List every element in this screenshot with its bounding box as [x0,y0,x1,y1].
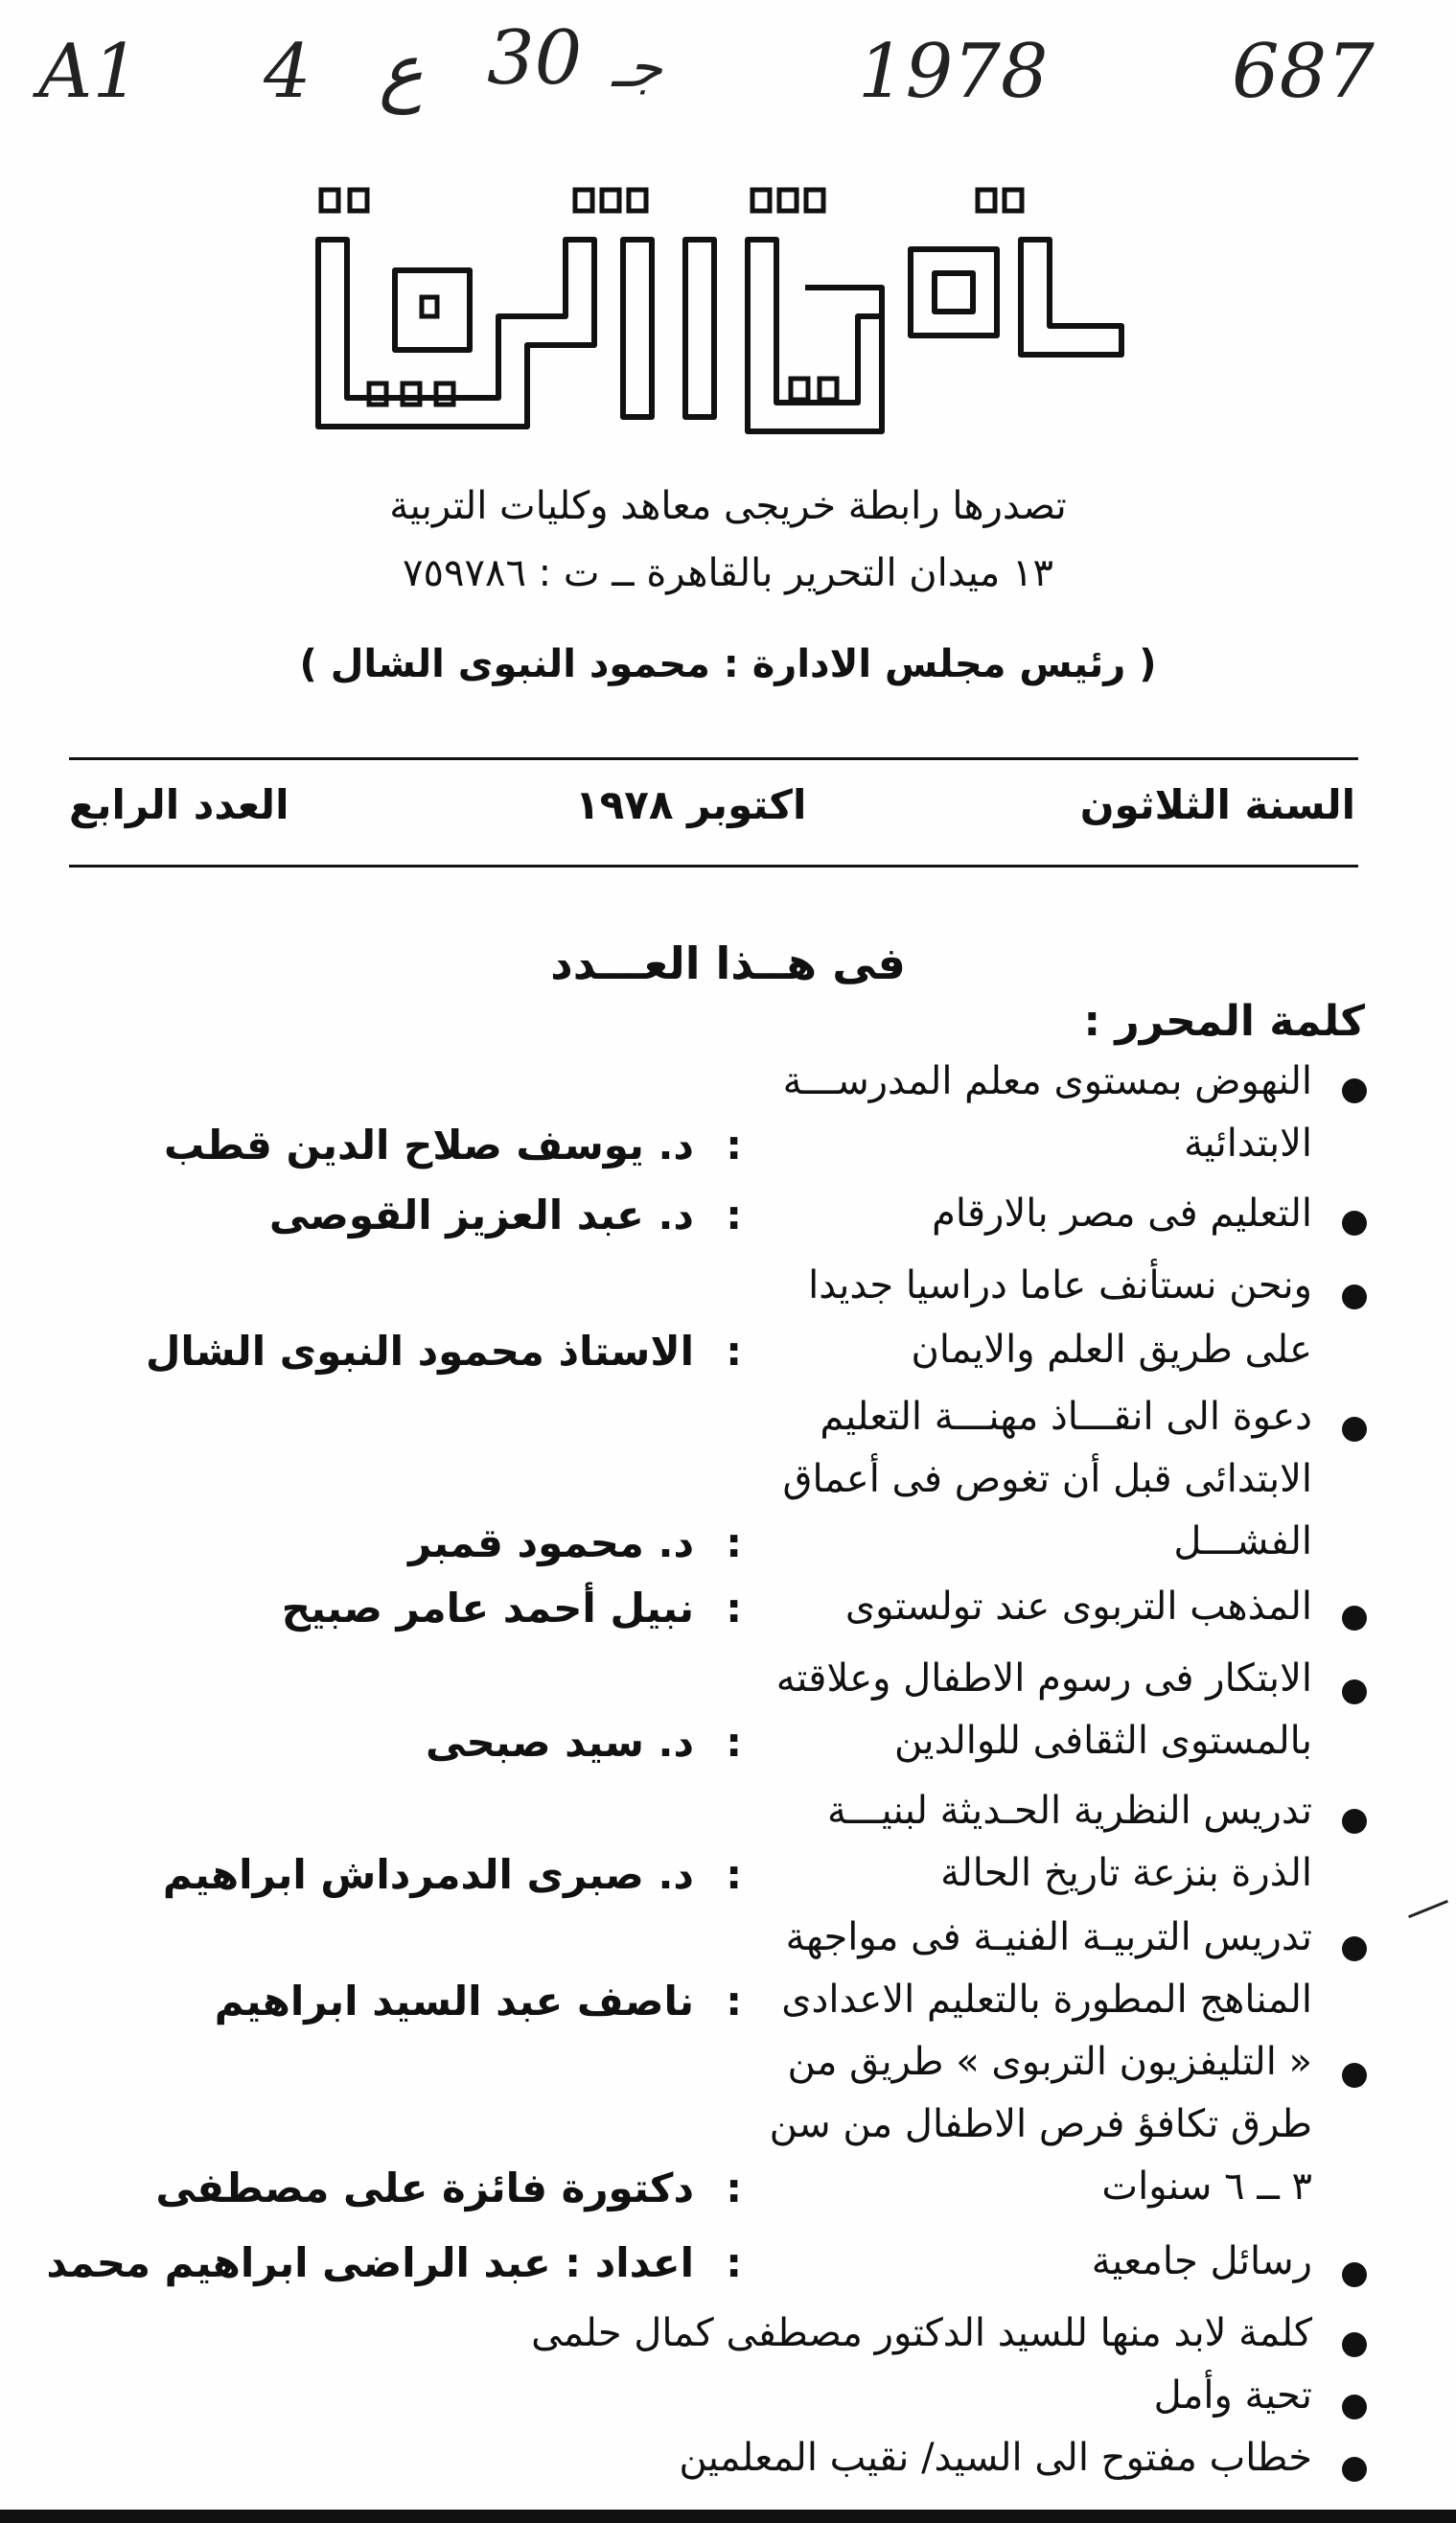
toc-separator: : [726,1519,742,1566]
toc-entry-title: رسائل جامعية [1091,2239,1312,2283]
masthead-logo [307,182,1131,460]
toc-entry-author: د. يوسف صلاح الدين قطب [163,1122,694,1169]
toc-entry-title: تدريس النظرية الحـديثة لبنيـــة [826,1789,1312,1833]
toc-entry-title: « التليفزيون التربوى » طريق من [787,2040,1312,2084]
toc-entry-title: المناهج المطورة بالتعليم الاعدادى [781,1978,1312,2022]
toc-separator: : [726,1851,742,1898]
toc-entry-title: تدريس التربيـة الفنيـة فى مواجهة [785,1915,1312,1959]
handwritten-letter: ع [379,29,424,115]
toc-entry-title: خطاب مفتوح الى السيد/ نقيب المعلمين [679,2436,1312,2480]
handwritten-annotation [38,15,1419,134]
bullet-icon [1342,1417,1367,1442]
top-divider [69,757,1358,760]
toc-entry-title: النهوض بمستوى معلم المدرســـة [782,1059,1312,1103]
handwritten-number-30: 30 [487,15,583,102]
bullet-icon [1342,1679,1367,1704]
toc-entry-author: د. محمود قمبر [408,1519,694,1566]
toc-entry-title: الفشـــل [1173,1519,1312,1563]
toc-entry-author: اعداد : عبد الراضى ابراهيم محمد [46,2239,694,2286]
toc-entry-title: دعوة الى انقـــاذ مهنـــة التعليم [820,1395,1312,1439]
scan-edge [0,2510,1456,2523]
bullet-icon [1342,2262,1367,2287]
bullet-icon [1342,2457,1367,2482]
toc-separator: : [726,1585,742,1632]
handwritten-a1: A1 [38,29,140,115]
issue-date: اكتوبر ١٩٧٨ [575,781,807,828]
toc-entry-title: طرق تكافؤ فرص الاطفال من سن [769,2102,1312,2146]
bullet-icon [1342,1936,1367,1961]
toc-separator: : [726,1719,742,1766]
toc-separator: : [726,1328,742,1375]
toc-entry-title: ٣ ــ ٦ سنوات [1101,2164,1312,2209]
toc-entry-author: ناصف عبد السيد ابراهيم [214,1978,694,2025]
toc-entry-author: د. صبرى الدمرداش ابراهيم [162,1851,694,1898]
toc-entry-title: ونحن نستأنف عاما دراسيا جديدا [808,1263,1312,1308]
toc-entry-title: كلمة لابد منها للسيد الدكتور مصطفى كمال حلمى [531,2311,1312,2355]
toc-entry-title: المذهب التربوى عند تولستوى [844,1585,1312,1629]
address-line: ١٣ ميدان التحرير بالقاهرة ــ ت : ٧٥٩٧٨٦ [403,551,1053,595]
toc-entry-title: الذرة بنزعة تاريخ الحالة [940,1851,1312,1895]
bullet-icon [1342,1078,1367,1103]
toc-entry-author: الاستاذ محمود النبوى الشال [145,1328,694,1375]
editor-label: كلمة المحرر : [1083,997,1365,1046]
toc-entry-title: على طريق العلم والايمان [911,1328,1312,1372]
toc-entry-title: بالمستوى الثقافى للوالدين [893,1719,1312,1763]
toc-entry-title: تحية وأمل [1153,2373,1312,2418]
year-label: السنة الثلاثون [1079,781,1355,828]
toc-entry-author: نبيل أحمد عامر صبيح [281,1585,694,1632]
bullet-icon [1342,1809,1367,1834]
handwritten-number-687: 687 [1232,29,1375,115]
bullet-icon [1342,1606,1367,1631]
handwritten-year: 1978 [858,29,1049,115]
bullet-icon [1342,1211,1367,1236]
bullet-icon [1342,2063,1367,2088]
toc-separator: : [726,1192,742,1238]
toc-entry-title: التعليم فى مصر بالارقام [932,1192,1312,1236]
bullet-icon [1342,1285,1367,1309]
toc-entry-title: الابتكار فى رسوم الاطفال وعلاقته [775,1656,1312,1701]
bullet-icon [1342,2332,1367,2357]
bullet-icon [1342,2395,1367,2419]
toc-separator: : [726,2239,742,2286]
toc-entry-title: الابتدائى قبل أن تغوص فى أعماق [782,1457,1312,1501]
toc-entry-author: د. سيد صبحى [426,1719,694,1766]
toc-entry-title: الابتدائية [1184,1122,1312,1166]
chairman-line: ( رئيس مجلس الادارة : محمود النبوى الشال ) [299,642,1157,686]
toc-separator: : [726,1122,742,1169]
toc-separator: : [726,1978,742,2025]
toc-separator: : [726,2164,742,2211]
toc-title: فى هــذا العـــدد [550,937,906,989]
issue-number: العدد الرابع [69,781,289,828]
margin-tick-mark [1408,1900,1448,1918]
handwritten-number-4: 4 [264,29,312,115]
toc-entry-author: دكتورة فائزة على مصطفى [155,2164,694,2211]
toc-entry-author: د. عبد العزيز القوصى [268,1192,694,1238]
handwritten-juz: جـ [612,35,662,100]
bottom-divider [69,865,1358,868]
publisher-line: تصدرها رابطة خريجى معاهد وكليات التربية [389,484,1067,528]
